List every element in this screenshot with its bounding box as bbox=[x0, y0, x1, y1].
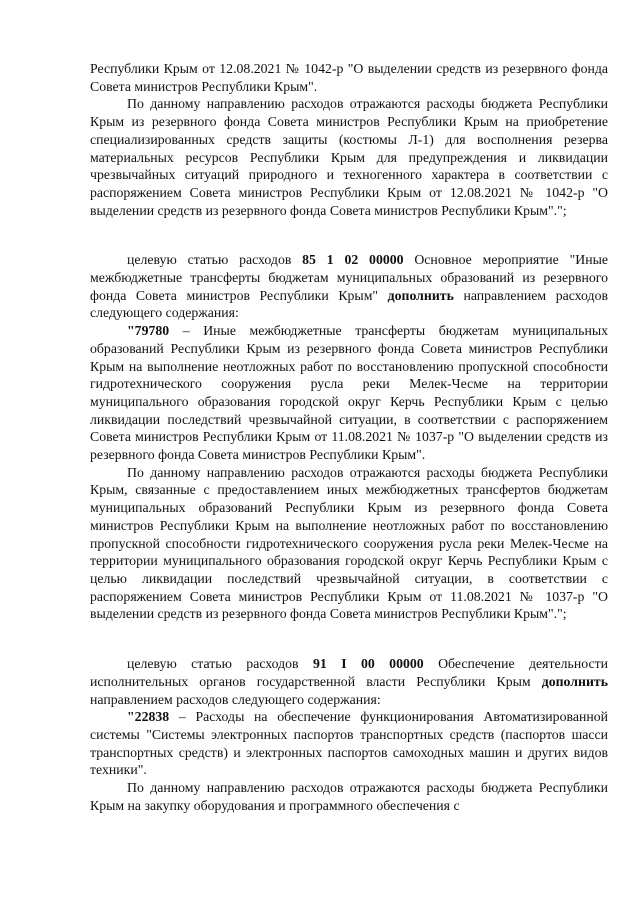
paragraph-6 bbox=[90, 655, 608, 708]
opening-quote: " bbox=[127, 323, 135, 339]
action-word: дополнить bbox=[541, 673, 608, 689]
paragraph-gap bbox=[90, 623, 608, 655]
paragraph-5-text: По данному направлению расходов отражаются расходы бюджета Республики Крым, связанные с предоставлением иных межбюджетных трансфертов бюджетам муниципальных образований Республики Крым из резервного фонда Совета министров Республики Крым на выполнение неотложных работ по восстановлению пропускной способности гидротехнического сооружения русла реки Мелек-Чесме на территории муниципального образования городской округ Керчь Республики Крым с целью ликвидации последствий чрезвычайной ситуации, в соответствии с распоряжением Совета министров Республики Крым от 11.08.2021 № 1037-р "О выделении средств из резервного фонда Совета министров Республики Крым"."; bbox=[90, 464, 608, 622]
target-article-code: 91 I 00 00000 bbox=[312, 656, 424, 672]
paragraph-4 bbox=[90, 322, 608, 464]
direction-code: 22838 bbox=[134, 709, 170, 725]
paragraph-2-text: По данному направлению расходов отражаются расходы бюджета Республики Крым из резервного фонда Совета министров Республики Крым на приобретение специализированных средств защиты (костюмы Л-1) для восполнения резерва материальных ресурсов Республики Крым для предупреждения и ликвидации чрезвычайных ситуаций природного и техногенного характера в соответствии с распоряжением Совета министров Республики Крым от 12.08.2021 № 1042-р "О выделении средств из резервного фонда Совета министров Республики Крым"."; bbox=[90, 96, 608, 218]
paragraph-1 bbox=[90, 60, 608, 95]
direction-code: 79780 bbox=[134, 323, 170, 339]
paragraph-6-pre: целевую статью расходов bbox=[127, 656, 313, 672]
paragraph-6-post: направлением расходов следующего содержания: bbox=[90, 691, 381, 707]
paragraph-6-mid: Обеспечение деятельности исполнительных органов государственной власти Республики Крым bbox=[90, 656, 608, 689]
paragraph-4-text: – Иные межбюджетные трансферты бюджетам муниципальных образований Республики Крым из резервного фонда Совета министров Республики Крым на выполнение неотложных работ по восстановлению пропускной способности гидротехнического сооружения русла реки Мелек-Чесме на территории муниципального образования городской округ Керчь Республики Крым с целью ликвидации последствий чрезвычайной ситуации, в соответствии с распоряжением Совета министров Республики Крым от 11.08.2021 № 1037-р "О выделении средств из резервного фонда Совета министров Республики Крым". bbox=[90, 323, 608, 463]
target-article-code: 85 1 02 00000 bbox=[302, 252, 404, 268]
action-word: дополнить bbox=[387, 287, 454, 303]
paragraph-3 bbox=[90, 251, 608, 322]
opening-quote: " bbox=[127, 709, 135, 725]
paragraph-3-post: направлением расходов следующего содержания: bbox=[90, 287, 608, 321]
paragraph-7 bbox=[90, 708, 608, 779]
paragraph-8 bbox=[90, 779, 608, 814]
paragraph-gap bbox=[90, 219, 608, 251]
paragraph-1-text: Республики Крым от 12.08.2021 № 1042-р "О выделении средств из резервного фонда Совета министров Республики Крым". bbox=[90, 61, 608, 94]
paragraph-2 bbox=[90, 95, 608, 219]
paragraph-3-mid: Основное мероприятие "Иные межбюджетные трансферты бюджетам муниципальных образований из резервного фонда Совета министров Республики Крым" bbox=[90, 252, 608, 303]
document-page bbox=[90, 60, 608, 814]
paragraph-5 bbox=[90, 464, 608, 623]
paragraph-3-pre: целевую статью расходов bbox=[127, 252, 303, 268]
paragraph-8-text: По данному направлению расходов отражаются расходы бюджета Республики Крым на закупку оборудования и программного обеспечения с bbox=[90, 780, 608, 813]
paragraph-7-text: – Расходы на обеспечение функционирования Автоматизированной системы "Системы электронных паспортов транспортных средств (паспортов шасси транспортных средств) и электронных паспортов самоходных машин и других видов техники". bbox=[90, 709, 608, 778]
